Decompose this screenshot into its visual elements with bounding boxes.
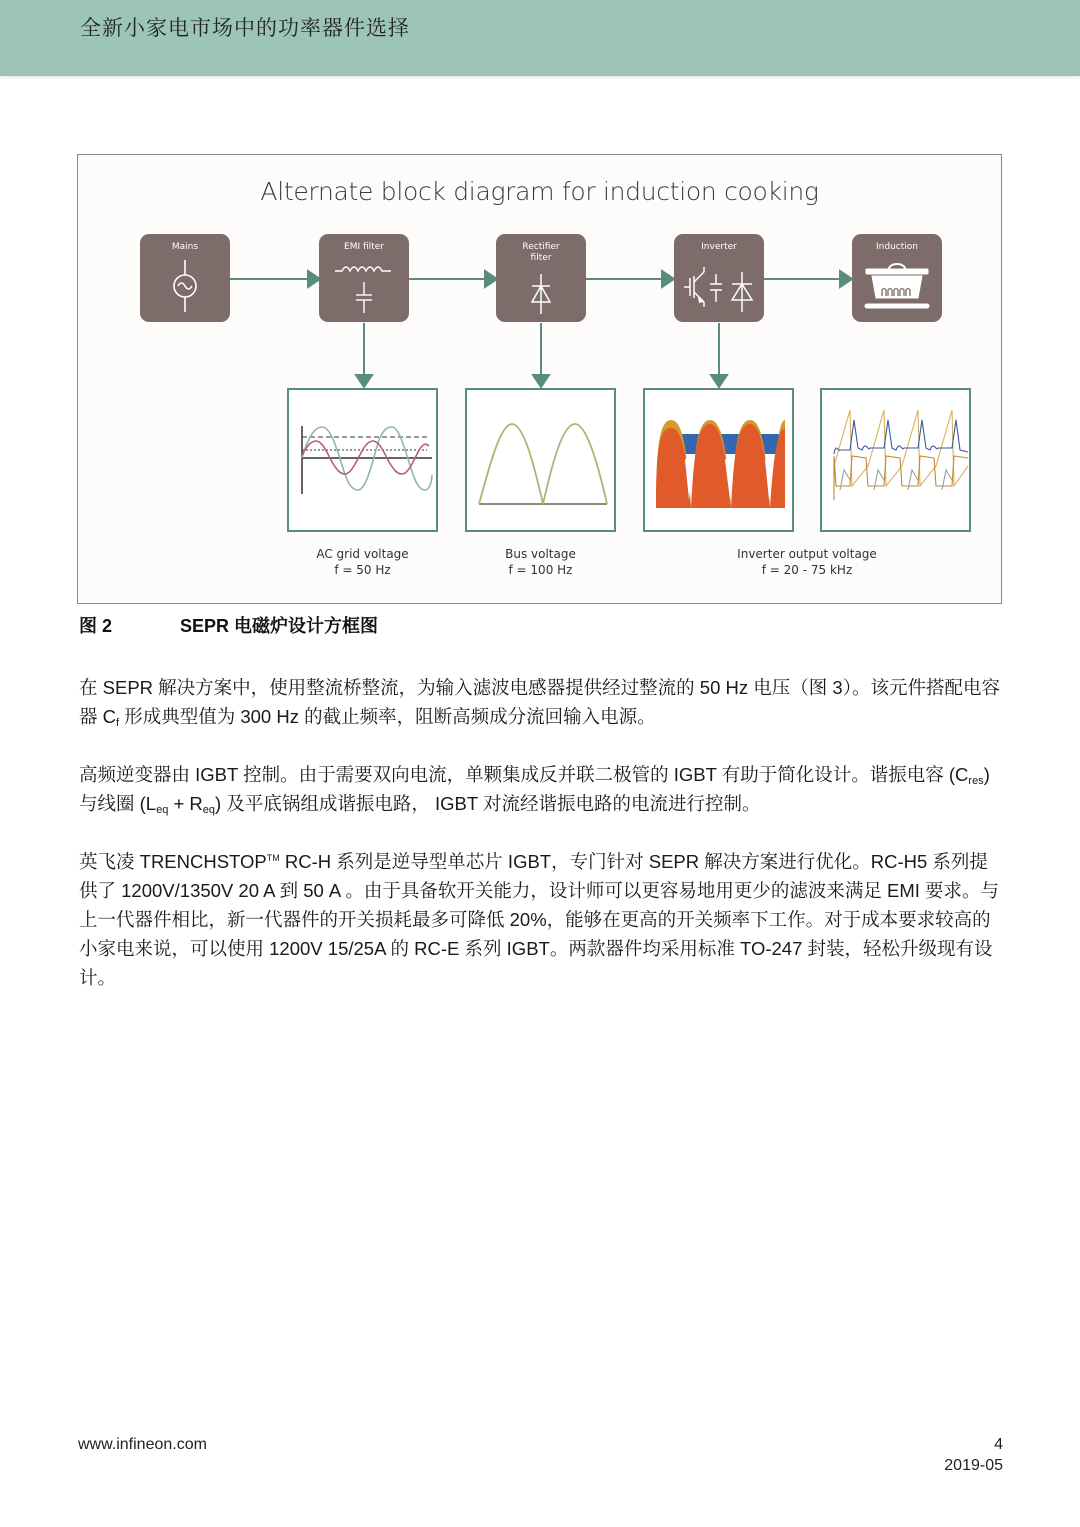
- block-diagram-figure: [77, 154, 1002, 604]
- caption-ac-grid: AC grid voltage f = 50 Hz: [316, 547, 409, 577]
- block-induction: Induction: [852, 234, 942, 322]
- ac-source-icon: [140, 234, 230, 322]
- block-emi-filter: EMI filter: [319, 234, 409, 322]
- inverter-output-plot-2: [820, 388, 971, 532]
- bus-voltage-plot: [465, 388, 616, 532]
- document-date: 2019-05: [944, 1457, 1003, 1474]
- caption-bus-voltage: Bus voltage f = 100 Hz: [505, 547, 576, 577]
- inductor-capacitor-icon: [319, 234, 409, 322]
- paragraph-3: 英飞凌 TRENCHSTOP™ RC-H 系列是逆导型单芯片 IGBT，专门针对 SEPR 解决方案进行优化。RC-H5 系列提供了 1200V/1350V 20 A 到 50 A 。由于具备软开关能力，设计师可以更容易地用更少的滤波来满足 EMI 要求。与上一代器件相比，新一代器件的开关损耗最多可降低 20%，能够在更高的开关频率下工作。对于成本要求较高的小家电来说，可以使用 1200V 15/25A 的 RC-E 系列 IGBT。两款器件均采用标准 TO-247 封装，轻松升级现有设计。: [79, 851, 1000, 988]
- flow-arrows: [78, 155, 1003, 605]
- igbt-capacitor-diode-icon: [674, 234, 764, 322]
- document-title: 全新小家电市场中的功率器件选择: [80, 16, 410, 40]
- caption-inverter-output: Inverter output voltage f = 20 - 75 kHz: [737, 547, 877, 577]
- paragraph-1: 在 SEPR 解决方案中，使用整流桥整流，为输入滤波电感器提供经过整流的 50 Hz 电压（图 3）。该元件搭配电容器 $C_f$ 形成典型值为 300 Hz 的截止频率，阻断高频成分流回输入电源。: [79, 677, 1000, 729]
- cooking-pot-icon: [852, 234, 942, 322]
- paragraph-2: 高频逆变器由 IGBT 控制。由于需要双向电流，单颗集成反并联二极管的 IGBT 有助于简化设计。谐振电容 $(C_{res})$ 与线圈 $(L_{eq} + R_{eq})$ 及平底锅组成谐振电路， IGBT 对流经谐振电路的电流进行控制。: [79, 764, 990, 816]
- block-inverter: Inverter: [674, 234, 764, 322]
- block-mains: Mains: [140, 234, 230, 322]
- ac-grid-voltage-plot: [287, 388, 438, 532]
- page-header: [0, 0, 1080, 76]
- inverter-output-plot-1: [643, 388, 794, 532]
- figure-number: 图 2: [79, 616, 113, 636]
- diode-icon: [496, 234, 586, 322]
- page-number: 4: [994, 1436, 1003, 1453]
- diagram-title: Alternate block diagram for induction cooking: [260, 177, 819, 206]
- block-rectifier-filter: Rectifier filter: [496, 234, 586, 322]
- figure-caption: SEPR 电磁炉设计方框图: [180, 616, 379, 636]
- footer-website-link[interactable]: www.infineon.com: [78, 1436, 207, 1453]
